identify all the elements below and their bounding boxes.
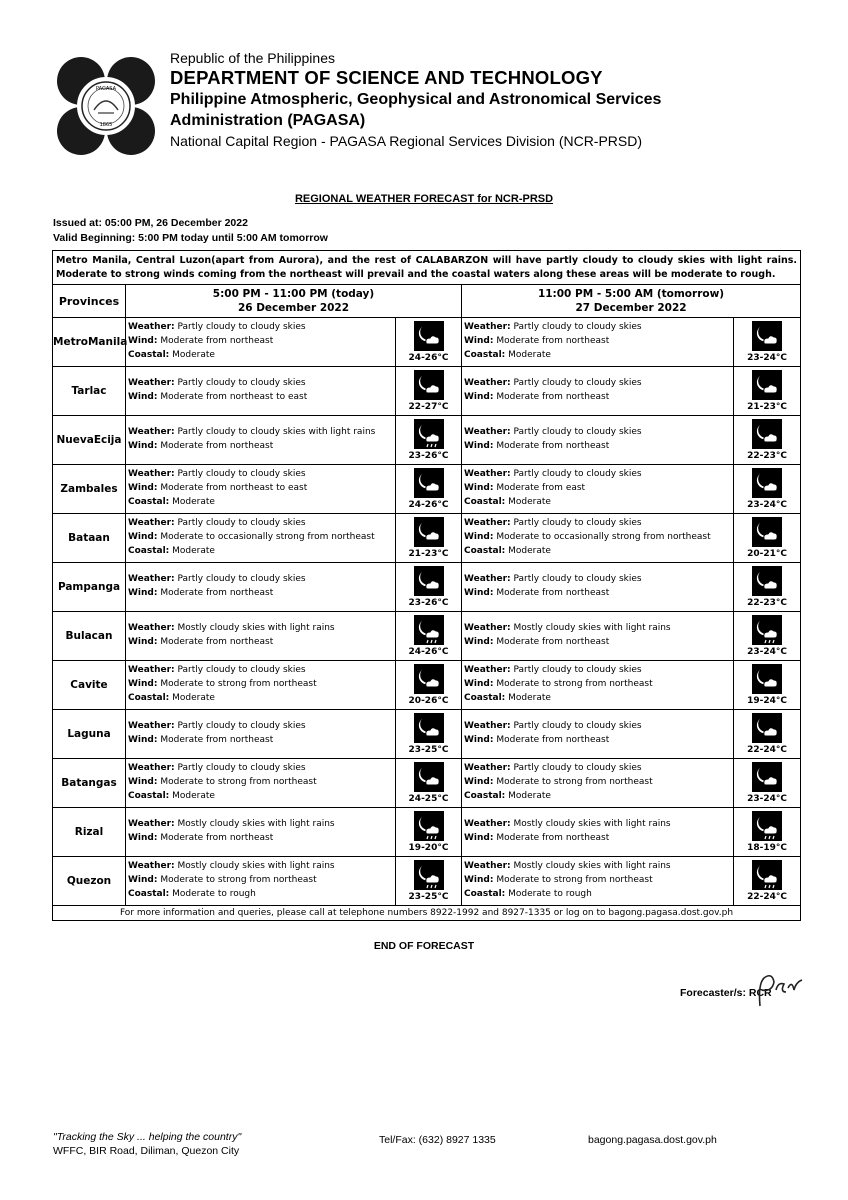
agency-name-line2: Administration (PAGASA) — [170, 112, 366, 129]
weather-line: Weather: Partly cloudy to cloudy skies — [128, 721, 306, 732]
temperature-range: 22-27°C — [408, 402, 449, 412]
weather-line: Weather: Partly cloudy to cloudy skies — [464, 378, 642, 389]
weather-line: Weather: Mostly cloudy skies with light rains — [464, 623, 671, 634]
table-row — [53, 318, 801, 367]
column-header-period-1: 5:00 PM - 11:00 PM (today) 26 December 2022 — [126, 285, 462, 318]
forecast-icon-cell-p2 — [734, 367, 801, 416]
coastal-line: Coastal: Moderate — [128, 545, 215, 556]
forecast-icon-cell-p2 — [734, 465, 801, 514]
temperature-range: 23-24°C — [747, 500, 787, 510]
weather-line: Weather: Mostly cloudy skies with light rains — [464, 861, 671, 872]
pagasa-logo — [56, 56, 156, 156]
coastal-line: Coastal: Moderate to rough — [128, 888, 256, 899]
address: WFFC, BIR Road, Diliman, Quezon City — [53, 1145, 240, 1157]
forecast-table — [52, 250, 801, 921]
province-name: Cavite — [53, 661, 126, 710]
partly-cloudy-night-icon — [414, 762, 444, 792]
partly-cloudy-night-icon — [752, 713, 782, 743]
temperature-range: 22-24°C — [747, 745, 787, 755]
partly-cloudy-night-icon — [414, 468, 444, 498]
table-footer-contact: For more information and queries, please call at telephone numbers 8922-1992 and 8927-1335 or log on to bagong.pagasa.dost.gov.ph — [53, 906, 801, 921]
weather-line: Weather: Partly cloudy to cloudy skies — [464, 518, 642, 529]
forecaster-initials: RCR — [748, 987, 772, 999]
wind-line: Wind: Moderate from northeast — [464, 588, 610, 598]
agency-name-line1: Philippine Atmospheric, Geophysical and Astronomical Services — [170, 91, 662, 108]
forecast-details-p1 — [126, 563, 396, 612]
partly-cloudy-night-icon — [414, 664, 444, 694]
partly-cloudy-night-icon — [752, 419, 782, 449]
forecast-details-p1 — [126, 808, 396, 857]
cloudy-rain-night-icon — [414, 419, 444, 449]
forecast-details-p2 — [462, 416, 734, 465]
partly-cloudy-night-icon — [414, 370, 444, 400]
partly-cloudy-night-icon — [414, 517, 444, 547]
weather-line: Weather: Partly cloudy to cloudy skies — [128, 322, 306, 333]
temperature-range: 23-24°C — [747, 794, 787, 804]
partly-cloudy-night-icon — [414, 321, 444, 351]
forecast-icon-cell-p1 — [396, 563, 462, 612]
forecast-icon-cell-p2 — [734, 612, 801, 661]
temperature-range: 24-26°C — [408, 647, 449, 657]
issue-info — [53, 216, 328, 245]
wind-line: Wind: Moderate from east — [464, 483, 586, 494]
forecast-details-p1 — [126, 416, 396, 465]
province-name: Rizal — [53, 808, 126, 857]
wind-line: Wind: Moderate to strong from northeast — [128, 875, 317, 886]
partly-cloudy-night-icon — [752, 321, 782, 351]
forecast-details-p2 — [462, 318, 734, 367]
weather-line: Weather: Partly cloudy to cloudy skies — [128, 665, 306, 676]
cloudy-rain-night-icon — [752, 615, 782, 645]
table-row — [53, 759, 801, 808]
wind-line: Wind: Moderate to occasionally strong from northeast — [128, 532, 375, 543]
weather-line: Weather: Mostly cloudy skies with light rains — [464, 819, 671, 830]
forecast-details-p2 — [462, 465, 734, 514]
weather-line: Weather: Partly cloudy to cloudy skies — [464, 427, 642, 438]
weather-line: Weather: Partly cloudy to cloudy skies — [464, 469, 642, 480]
province-name: Laguna — [53, 710, 126, 759]
coastal-line: Coastal: Moderate — [464, 692, 551, 703]
coastal-line: Coastal: Moderate — [464, 349, 551, 360]
weather-line: Weather: Partly cloudy to cloudy skies — [464, 763, 642, 774]
forecast-details-p2 — [462, 808, 734, 857]
letterhead — [56, 50, 816, 160]
forecast-details-p1 — [126, 514, 396, 563]
cloudy-rain-night-icon — [414, 860, 444, 890]
temperature-range: 23-25°C — [408, 892, 449, 902]
table-row — [53, 563, 801, 612]
partly-cloudy-night-icon — [752, 517, 782, 547]
forecast-icon-cell-p1 — [396, 857, 462, 906]
website: bagong.pagasa.dost.gov.ph — [588, 1134, 717, 1146]
weather-line: Weather: Partly cloudy to cloudy skies — [128, 469, 306, 480]
temperature-range: 23-25°C — [408, 745, 449, 755]
partly-cloudy-night-icon — [752, 664, 782, 694]
issued-at: Issued at: 05:00 PM, 26 December 2022 — [53, 217, 248, 229]
table-row — [53, 465, 801, 514]
svg-text:1865: 1865 — [99, 122, 113, 128]
wind-line: Wind: Moderate to strong from northeast — [464, 679, 653, 690]
forecaster-label: Forecaster/s: RCR — [680, 987, 772, 999]
division-name: National Capital Region - PAGASA Regional Services Division (NCR-PRSD) — [170, 133, 643, 149]
forecast-icon-cell-p1 — [396, 661, 462, 710]
forecast-icon-cell-p2 — [734, 661, 801, 710]
temperature-range: 19-24°C — [747, 696, 787, 706]
wind-line: Wind: Moderate to strong from northeast — [128, 679, 317, 690]
wind-line: Wind: Moderate from northeast — [128, 637, 274, 647]
weather-line: Weather: Partly cloudy to cloudy skies — [128, 378, 306, 389]
coastal-line: Coastal: Moderate — [128, 790, 215, 801]
svg-text:PAGASA: PAGASA — [95, 86, 117, 92]
footer-address-block — [53, 1130, 241, 1158]
forecast-icon-cell-p2 — [734, 857, 801, 906]
province-name: Bulacan — [53, 612, 126, 661]
temperature-range: 24-26°C — [408, 353, 449, 363]
column-header-period-2: 11:00 PM - 5:00 AM (tomorrow) 27 December 2022 — [462, 285, 801, 318]
forecast-details-p2 — [462, 563, 734, 612]
coastal-line: Coastal: Moderate to rough — [464, 888, 592, 899]
forecast-icon-cell-p2 — [734, 318, 801, 367]
forecast-icon-cell-p1 — [396, 612, 462, 661]
telfax: Tel/Fax: (632) 8927 1335 — [379, 1134, 496, 1146]
temperature-range: 22-23°C — [747, 451, 787, 461]
table-row — [53, 857, 801, 906]
temperature-range: 23-26°C — [408, 598, 449, 608]
forecast-details-p2 — [462, 514, 734, 563]
wind-line: Wind: Moderate from northeast — [128, 441, 274, 451]
forecast-icon-cell-p1 — [396, 318, 462, 367]
wind-line: Wind: Moderate to strong from northeast — [464, 777, 653, 788]
valid-period: Valid Beginning: 5:00 PM today until 5:00 AM tomorrow — [53, 231, 328, 244]
table-row — [53, 612, 801, 661]
end-of-forecast: END OF FORECAST — [373, 940, 475, 952]
forecast-icon-cell-p2 — [734, 416, 801, 465]
coastal-line: Coastal: Moderate — [464, 790, 551, 801]
forecast-details-p1 — [126, 661, 396, 710]
cloudy-rain-night-icon — [752, 811, 782, 841]
wind-line: Wind: Moderate to strong from northeast — [128, 777, 317, 788]
partly-cloudy-night-icon — [752, 370, 782, 400]
forecast-icon-cell-p2 — [734, 759, 801, 808]
table-row — [53, 367, 801, 416]
temperature-range: 24-26°C — [408, 500, 449, 510]
cloudy-rain-night-icon — [752, 860, 782, 890]
province-name: NuevaEcija — [53, 416, 126, 465]
weather-line: Weather: Partly cloudy to cloudy skies — [128, 763, 306, 774]
temperature-range: 20-21°C — [747, 549, 787, 559]
wind-line: Wind: Moderate from northeast — [464, 637, 610, 647]
forecast-details-p1 — [126, 318, 396, 367]
forecast-icon-cell-p1 — [396, 465, 462, 514]
weather-line: Weather: Partly cloudy to cloudy skies with light rains — [128, 427, 376, 438]
wind-line: Wind: Moderate from northeast — [464, 735, 610, 745]
partly-cloudy-night-icon — [752, 468, 782, 498]
cloudy-rain-night-icon — [414, 811, 444, 841]
forecast-details-p1 — [126, 367, 396, 416]
table-row — [53, 416, 801, 465]
forecast-icon-cell-p1 — [396, 808, 462, 857]
temperature-range: 21-23°C — [408, 549, 449, 559]
weather-line: Weather: Partly cloudy to cloudy skies — [128, 574, 306, 585]
wind-line: Wind: Moderate to occasionally strong from northeast — [464, 532, 711, 543]
temperature-range: 21-23°C — [747, 402, 787, 412]
weather-line: Weather: Mostly cloudy skies with light rains — [128, 861, 335, 872]
forecast-details-p1 — [126, 710, 396, 759]
province-name: MetroManila — [53, 318, 126, 367]
province-name: Quezon — [53, 857, 126, 906]
wind-line: Wind: Moderate from northeast to east — [128, 483, 308, 494]
forecast-details-p2 — [462, 857, 734, 906]
wind-line: Wind: Moderate from northeast — [464, 392, 610, 402]
forecast-details-p2 — [462, 612, 734, 661]
forecast-details-p1 — [126, 857, 396, 906]
forecast-details-p2 — [462, 759, 734, 808]
forecast-icon-cell-p1 — [396, 367, 462, 416]
cloudy-rain-night-icon — [414, 615, 444, 645]
temperature-range: 22-24°C — [747, 892, 787, 902]
forecast-details-p2 — [462, 710, 734, 759]
temperature-range: 22-23°C — [747, 598, 787, 608]
forecast-icon-cell-p2 — [734, 710, 801, 759]
wind-line: Wind: Moderate from northeast — [464, 336, 610, 347]
temperature-range: 18-19°C — [747, 843, 787, 853]
forecast-icon-cell-p1 — [396, 514, 462, 563]
province-name: Tarlac — [53, 367, 126, 416]
document-title: REGIONAL WEATHER FORECAST for NCR-PRSD — [294, 193, 554, 205]
temperature-range: 19-20°C — [408, 843, 449, 853]
republic-line: Republic of the Philippines — [170, 50, 335, 66]
wind-line: Wind: Moderate from northeast — [128, 735, 274, 745]
table-row — [53, 710, 801, 759]
weather-line: Weather: Partly cloudy to cloudy skies — [464, 665, 642, 676]
partly-cloudy-night-icon — [752, 762, 782, 792]
wind-line: Wind: Moderate to strong from northeast — [464, 875, 653, 886]
coastal-line: Coastal: Moderate — [128, 349, 215, 360]
forecast-details-p1 — [126, 759, 396, 808]
forecast-icon-cell-p1 — [396, 710, 462, 759]
wind-line: Wind: Moderate from northeast — [128, 588, 274, 598]
coastal-line: Coastal: Moderate — [128, 692, 215, 703]
weather-line: Weather: Mostly cloudy skies with light rains — [128, 623, 335, 634]
province-name: Bataan — [53, 514, 126, 563]
partly-cloudy-night-icon — [414, 713, 444, 743]
table-row — [53, 661, 801, 710]
province-name: Batangas — [53, 759, 126, 808]
column-header-provinces: Provinces — [53, 285, 126, 318]
forecast-icon-cell-p2 — [734, 563, 801, 612]
coastal-line: Coastal: Moderate — [464, 496, 551, 507]
weather-line: Weather: Partly cloudy to cloudy skies — [464, 721, 642, 732]
partly-cloudy-night-icon — [752, 566, 782, 596]
tagline: "Tracking the Sky ... helping the country" — [53, 1131, 242, 1143]
forecaster-signature — [750, 970, 806, 1010]
forecast-icon-cell-p1 — [396, 416, 462, 465]
forecast-details-p1 — [126, 612, 396, 661]
wind-line: Wind: Moderate from northeast to east — [128, 392, 308, 402]
forecast-icon-cell-p1 — [396, 759, 462, 808]
weather-line: Weather: Partly cloudy to cloudy skies — [464, 322, 642, 333]
forecast-details-p1 — [126, 465, 396, 514]
table-row — [53, 514, 801, 563]
coastal-line: Coastal: Moderate — [464, 545, 551, 556]
forecast-details-p2 — [462, 367, 734, 416]
wind-line: Wind: Moderate from northeast — [464, 833, 610, 843]
forecast-icon-cell-p2 — [734, 514, 801, 563]
weather-line: Weather: Partly cloudy to cloudy skies — [464, 574, 642, 585]
forecast-details-p2 — [462, 661, 734, 710]
province-name: Zambales — [53, 465, 126, 514]
weather-line: Weather: Mostly cloudy skies with light rains — [128, 819, 335, 830]
temperature-range: 23-24°C — [747, 353, 787, 363]
temperature-range: 24-25°C — [408, 794, 449, 804]
synopsis: Metro Manila, Central Luzon(apart from Aurora), and the rest of CALABARZON will have partly cloudy to cloudy skies with light rains. Moderate to strong winds coming from the northeast will prevail and the coastal waters along these areas will be moderate to rough. — [53, 251, 801, 285]
weather-line: Weather: Partly cloudy to cloudy skies — [128, 518, 306, 529]
coastal-line: Coastal: Moderate — [128, 496, 215, 507]
temperature-range: 23-24°C — [747, 647, 787, 657]
wind-line: Wind: Moderate from northeast — [464, 441, 610, 451]
table-row — [53, 808, 801, 857]
partly-cloudy-night-icon — [414, 566, 444, 596]
temperature-range: 20-26°C — [408, 696, 449, 706]
province-name: Pampanga — [53, 563, 126, 612]
department-name: DEPARTMENT OF SCIENCE AND TECHNOLOGY — [170, 67, 603, 88]
wind-line: Wind: Moderate from northeast — [128, 336, 274, 347]
temperature-range: 23-26°C — [408, 451, 449, 461]
forecast-icon-cell-p2 — [734, 808, 801, 857]
wind-line: Wind: Moderate from northeast — [128, 833, 274, 843]
